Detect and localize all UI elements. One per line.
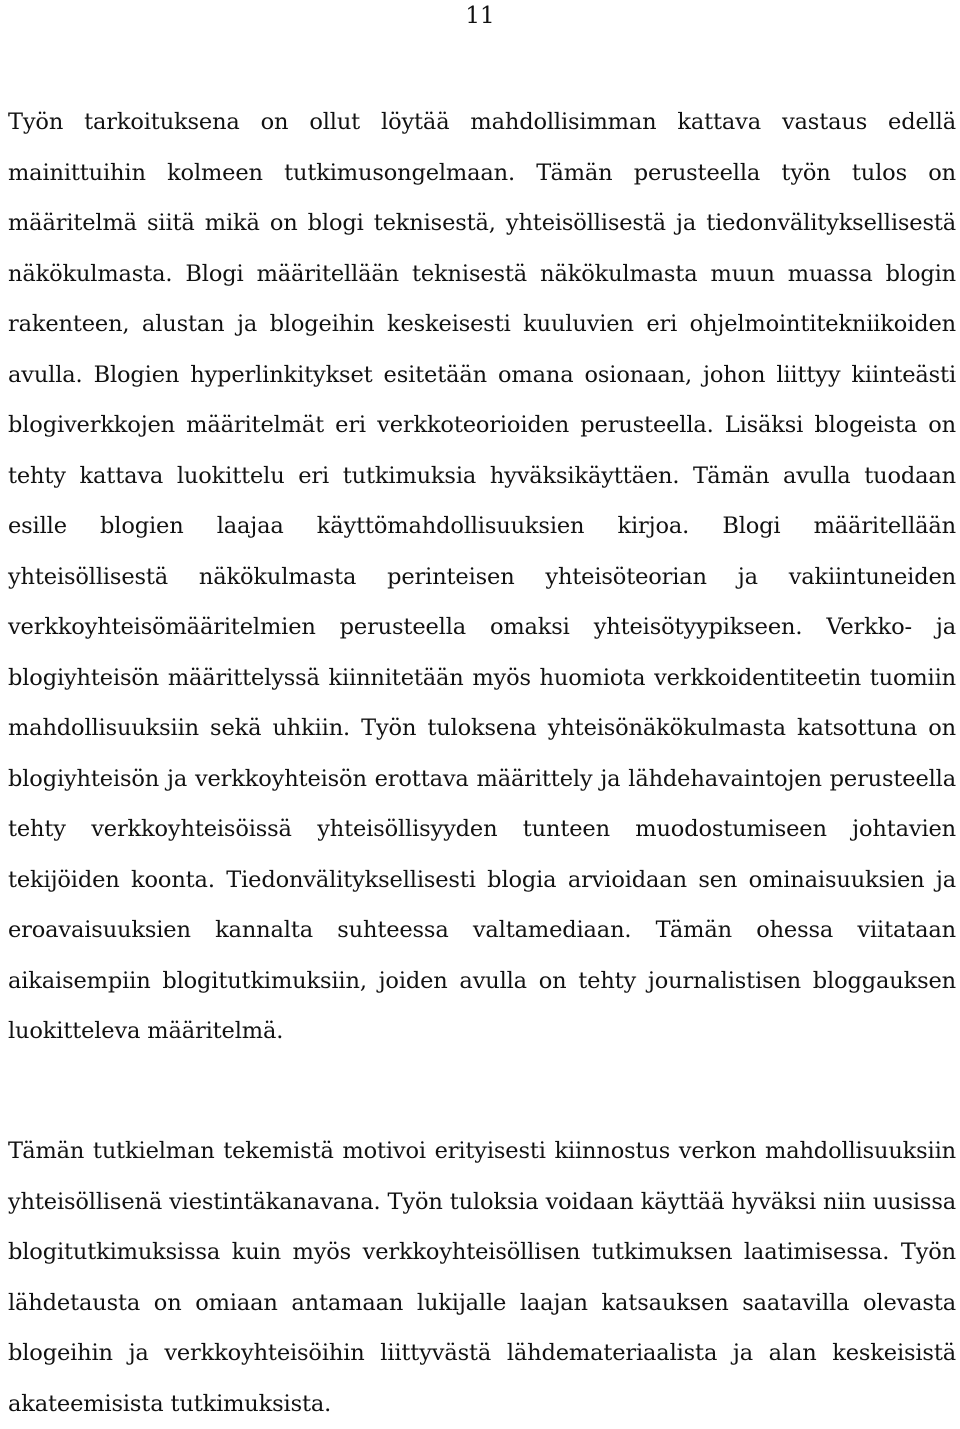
- body-paragraph-1: Työn tarkoituksena on ollut löytää mahdollisimman kattava vastaus edellä mainittuihin kolmeen tutkimusongelmaan. Tämän perusteella työn tulos on määritelmä siitä mikä on blogi teknisestä, yhteisöllisestä ja tiedonvälityksellisestä näkökulmasta. Blogi määritellään teknisestä näkökulmasta muun muassa blogin rakenteen, alustan ja blogeihin keskeisesti kuuluvien eri ohjelmointitekniikoiden avulla. Blogien hyperlinkitykset esitetään omana osionaan, johon liittyy kiinteästi blogiverkkojen määritelmät eri verkkoteorioiden perusteella. Lisäksi blogeista on tehty kattava luokittelu eri tutkimuksia hyväksikäyttäen. Tämän avulla tuodaan esille blogien laajaa käyttömahdollisuuksien kirjoa. Blogi määritellään yhteisöllisestä näkökulmasta perinteisen yhteisöteorian ja vakiintuneiden verkkoyhteisömääritelmien perusteella omaksi yhteisötyypikseen. Verkko- ja blogiyhteisön määrittelyssä kiinnitetään myös huomiota verkkoidentiteetin tuomiin mahdollisuuksiin sekä uhkiin. Työn tuloksena yhteisönäkökulmasta katsottuna on blogiyhteisön ja verkkoyhteisön erottava määrittely ja lähdehavaintojen perusteella tehty verkkoyhteisöissä yhteisöllisyyden tunteen muodostumiseen johtavien tekijöiden koonta. Tiedonvälityksellisesti blogia arvioidaan sen ominaisuuksien ja eroavaisuuksien kannalta suhteessa valtamediaan. Tämän ohessa viitataan aikaisempiin blogitutkimuksiin, joiden avulla on tehty journalistisen bloggauksen luokitteleva määritelmä.: [8, 109, 956, 1044]
- page-number: 11: [465, 3, 495, 29]
- body-paragraph-2: Tämän tutkielman tekemistä motivoi erityisesti kiinnostus verkon mahdollisuuksiin yhteisöllisenä viestintäkanavana. Työn tuloksia voidaan käyttää hyväksi niin uusissa blogitutkimuksissa kuin myös verkkoyhteisöllisen tutkimuksen laatimisessa. Työn lähdetausta on omiaan antamaan lukijalle laajan katsauksen saatavilla olevasta blogeihin ja verkkoyhteisöihin liittyvästä lähdemateriaalista ja alan keskeisistä akateemisista tutkimuksista.: [8, 1138, 956, 1417]
